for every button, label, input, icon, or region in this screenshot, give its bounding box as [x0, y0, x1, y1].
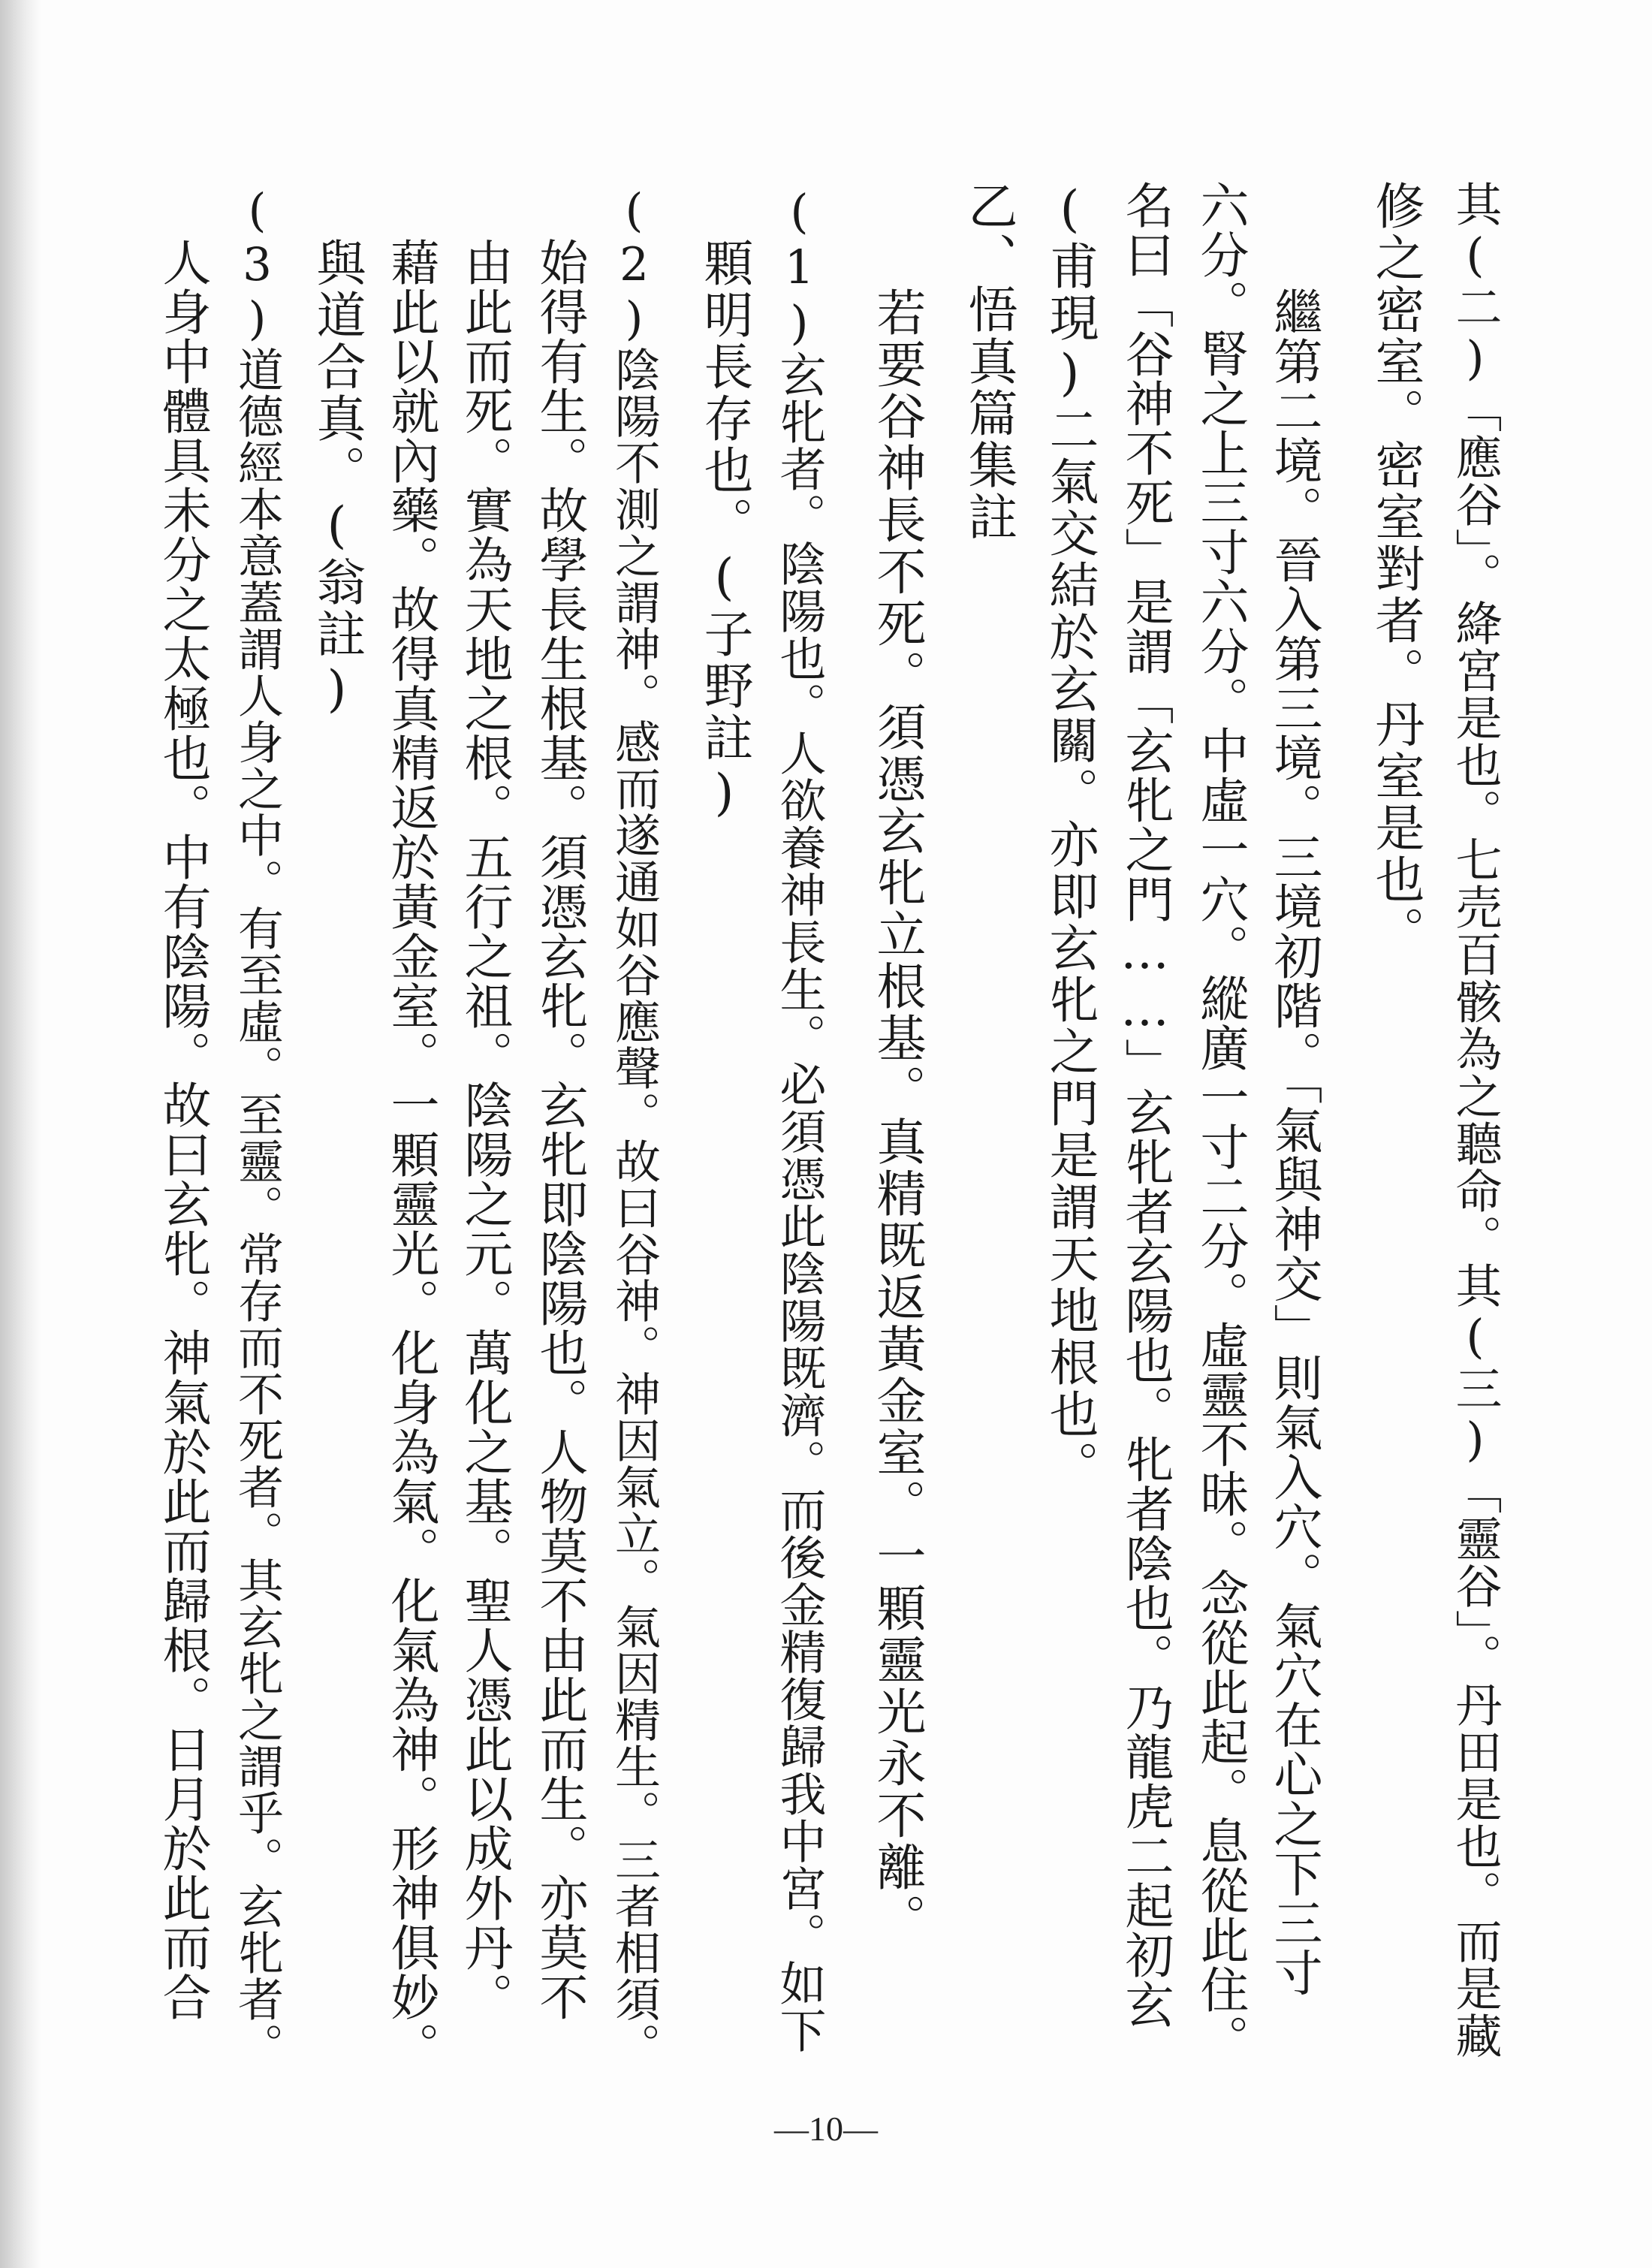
page-number: —10— [774, 2110, 878, 2148]
commentary-2-line-4: 藉此以就內藥。故得真精返於黃金室。一顆靈光。化身為氣。化氣為神。形神俱妙。 [382, 237, 439, 2071]
commentary-2-line-1: (2)陰陽不測之謂神。感而遂通如谷應聲。故曰谷神。神因氣立。氣因精生。三者相須。 [607, 184, 661, 2069]
commentary-3-line-1: (3)道德經本意蓋謂人身之中。有至虛。至靈。常存而不死者。其玄牝之謂乎。玄牝者。 [231, 184, 284, 2069]
text-column-3: 繼第二境。晉入第三境。三境初階。「氣與神交」則氣入穴。氣穴在心之下三寸 [1265, 287, 1322, 1998]
text-column-4: 六分。腎之上三寸六分。中虛一穴。縱廣一寸二分。虛靈不昧。念從此起。息從此住。 [1192, 180, 1248, 2064]
commentary-2-line-5: 與道合真。(翁註) [308, 237, 366, 720]
text-column-6: (甫現)二氣交結於玄關。亦即玄牝之門是謂天地根也。 [1041, 180, 1099, 1492]
text-column-2: 修之密室。密室對者。丹室是也。 [1367, 180, 1424, 958]
commentary-3-line-2: 人身中體具未分之太極也。中有陰陽。故曰玄牝。神氣於此而歸根。日月於此而合 [154, 237, 210, 2022]
binding-gutter [0, 0, 41, 2268]
commentary-1-line-1: (1)玄牝者。陰陽也。人欲養神長生。必須憑此陰陽既濟。而後金精復歸我中宮。如下 [772, 184, 827, 2054]
poem-verse: 若要谷神長不死。須憑玄牝立根基。真精既返黃金室。一顆靈光永不離。 [868, 287, 926, 1945]
text-column-1: 其(二)「應谷」。絳宮是也。七売百骸為之聽命。其(三)「靈谷」。丹田是也。而是藏 [1448, 180, 1503, 2059]
commentary-1-line-2: 顆明長存也。(子野註) [695, 237, 753, 824]
commentary-2-line-2: 始得有生。故學長生根基。須憑玄牝。玄牝即陰陽也。人物莫不由此而生。亦莫不 [531, 237, 587, 2022]
text-column-5: 名曰「谷神不死」是謂「玄牝之門……」玄牝者玄陽也。牝者陰也。乃龍虎二起初玄 [1117, 180, 1173, 2029]
section-heading: 乙、悟真篇集註 [960, 180, 1017, 543]
commentary-2-line-3: 由此而死。實為天地之根。五行之祖。陰陽之元。萬化之基。聖人憑此以成外丹。 [456, 237, 512, 2022]
